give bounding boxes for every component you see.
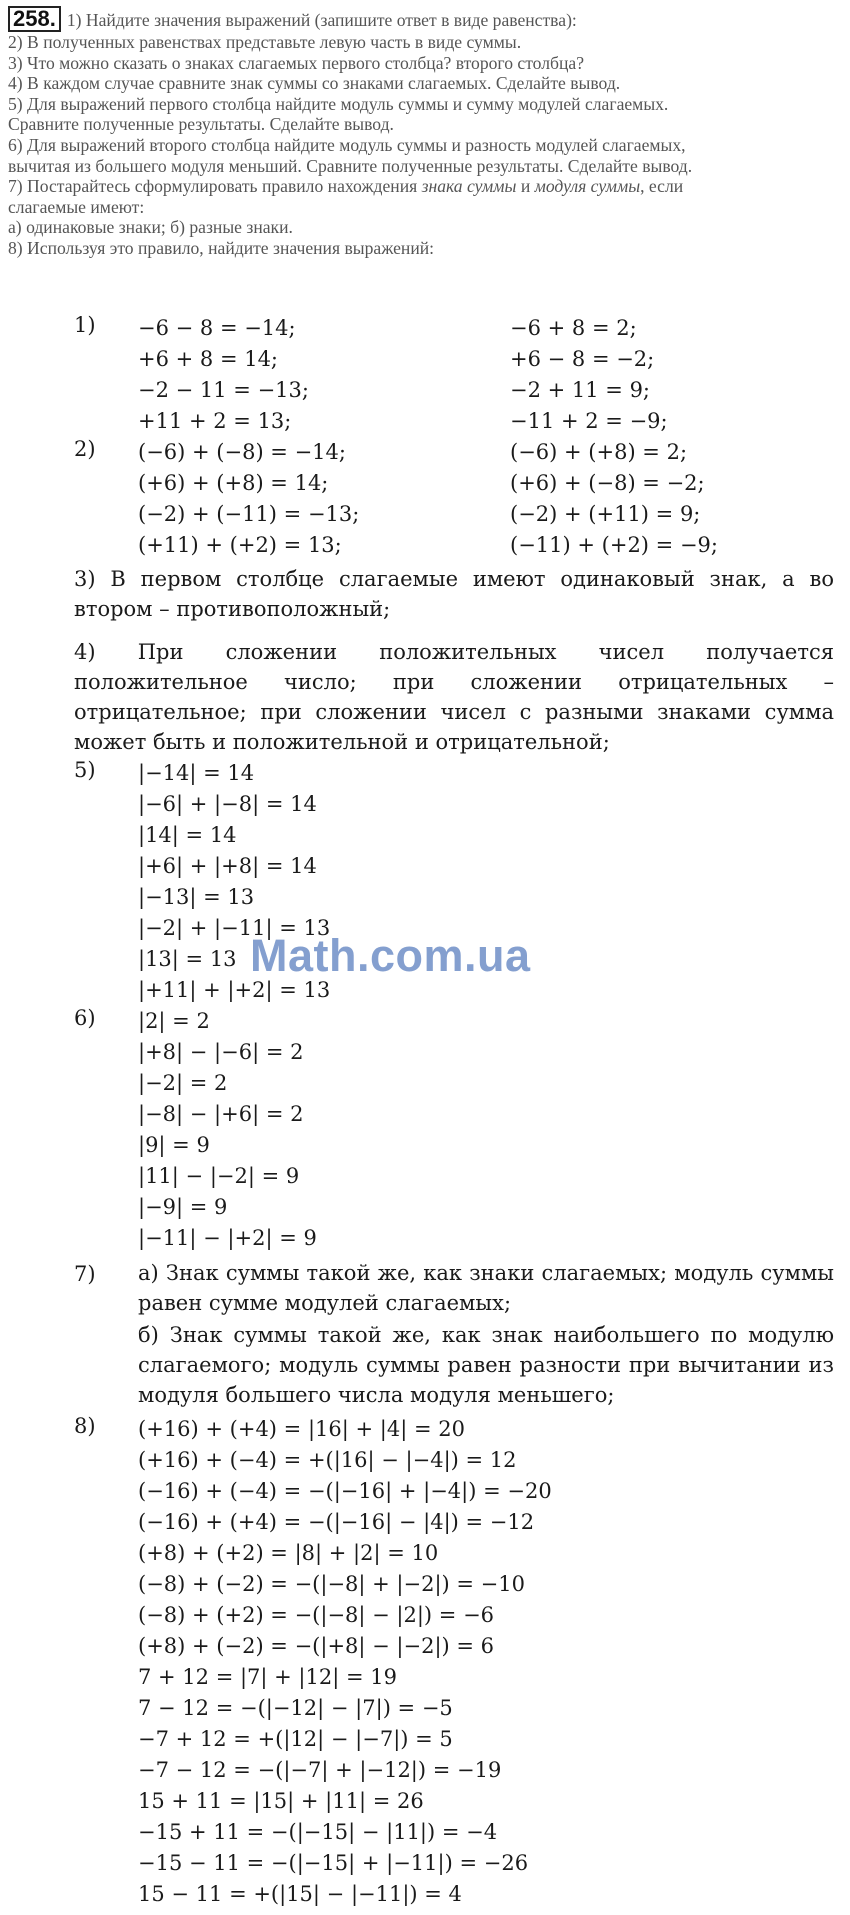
equation: (−2) + (+11) = 9; [510,502,701,526]
equation: |−14| = 14 [138,761,255,785]
task-italic: знака суммы [421,176,517,197]
equation: (+11) + (+2) = 13; [138,533,342,557]
equation: (−16) + (−4) = −(|−16| + |−4|) = −20 [138,1479,552,1503]
section-4-text: 4) При сложении положительных чисел получается положительное число; при сложении отрицательных – отрицательное; при сложении чисел с разными знаками сумма может быть и положительной и отрицательной; [74,640,834,754]
task-statement [8,6,838,259]
equation: −7 − 12 = −(|−7| + |−12|) = −19 [138,1758,502,1782]
equation: (−6) + (−8) = −14; [138,440,346,464]
section-1-left-column [138,313,309,437]
equation: −15 + 11 = −(|−15| − |11|) = −4 [138,1820,498,1844]
equation: (−11) + (+2) = −9; [510,533,718,557]
task-line: слагаемые имеют: [8,196,145,217]
watermark: Math.com.ua [250,930,531,981]
equation: (−8) + (−2) = −(|−8| + |−2|) = −10 [138,1572,525,1596]
equation: |14| = 14 [138,823,237,847]
task-italic: модуля суммы [534,176,641,197]
equation: −6 − 8 = −14; [138,316,296,340]
task-line: 3) Что можно сказать о знаках слагаемых первого столбца? второго столбца? [8,52,585,73]
equation: |+8| − |−6| = 2 [138,1040,304,1064]
equation: (+16) + (+4) = |16| + |4| = 20 [138,1417,465,1441]
section-6-column [138,1006,317,1254]
task-text: 7) Постарайтесь сформулировать правило нахождения [8,176,422,197]
equation: (+8) + (−2) = −(|+8| − |−2|) = 6 [138,1634,495,1658]
equation: (+6) + (−8) = −2; [510,471,705,495]
section-1-right-column [510,313,668,437]
equation: |+6| + |+8| = 14 [138,854,317,878]
equation: +6 − 8 = −2; [510,347,655,371]
section-8-column [138,1414,552,1910]
equation: 7 − 12 = −(|−12| − |7|) = −5 [138,1696,453,1720]
task-line: 6) Для выражений второго столбца найдите модуль суммы и разность модулей слагаемых, [8,134,686,155]
task-line-7 [8,176,838,197]
task-line: 4) В каждом случае сравните знак суммы со знаками слагаемых. Сделайте вывод. [8,73,621,94]
equation: |−6| + |−8| = 14 [138,792,317,816]
task-line: 8) Используя это правило, найдите значения выражений: [8,237,435,258]
equation: (+8) + (+2) = |8| + |2| = 10 [138,1541,439,1565]
section-7-label: 7) [74,1262,96,1286]
equation: |9| = 9 [138,1133,210,1157]
equation: 15 − 11 = +(|15| − |−11|) = 4 [138,1882,462,1906]
equation: |−2| = 2 [138,1071,228,1095]
equation: |−8| − |+6| = 2 [138,1102,304,1126]
equation: −15 − 11 = −(|−15| + |−11|) = −26 [138,1851,529,1875]
section-8-label: 8) [74,1414,96,1438]
equation: |11| − |−2| = 9 [138,1164,300,1188]
section-6-label: 6) [74,1006,96,1030]
equation: (+16) + (−4) = +(|16| − |−4|) = 12 [138,1448,517,1472]
equation: (−2) + (−11) = −13; [138,502,360,526]
section-7-a: а) Знак суммы такой же, как знаки слагаемых; модуль суммы равен сумме модулей слагаемых; [138,1261,834,1315]
equation: |+11| + |+2| = 13 [138,978,331,1002]
equation: (+6) + (+8) = 14; [138,471,329,495]
equation: |−13| = 13 [138,885,255,909]
equation: −7 + 12 = +(|12| − |−7|) = 5 [138,1727,453,1751]
task-number: 258. [8,6,61,32]
task-line: а) одинаковые знаки; б) разные знаки. [8,217,293,238]
equation: |13| = 13 [138,947,237,971]
task-text: и [516,176,535,197]
section-1-label: 1) [74,313,96,337]
equation: +11 + 2 = 13; [138,409,292,433]
equation: 15 + 11 = |15| + |11| = 26 [138,1789,424,1813]
equation: |−2| + |−11| = 13 [138,916,331,940]
section-7-b: б) Знак суммы такой же, как знак наибольшего по модулю слагаемого; модуль суммы равен разности при вычитании из модуля большего числа модуля меньшего; [138,1323,834,1407]
task-text: , если [640,176,684,197]
task-line: 5) Для выражений первого столбца найдите модуль суммы и сумму модулей слагаемых. [8,93,669,114]
equation: |−9| = 9 [138,1195,228,1219]
section-5-label: 5) [74,758,96,782]
task-line: Сравните полученные результаты. Сделайте вывод. [8,114,394,135]
equation: |−11| − |+2| = 9 [138,1226,317,1250]
equation: −6 + 8 = 2; [510,316,637,340]
section-2-left-column [138,437,359,561]
task-line: 1) Найдите значения выражений (запишите ответ в виде равенства): [66,10,577,30]
equation: (−6) + (+8) = 2; [510,440,688,464]
task-line: вычитая из большего модуля меньший. Сравните полученные результаты. Сделайте вывод. [8,155,693,176]
equation: −11 + 2 = −9; [510,409,668,433]
equation: +6 + 8 = 14; [138,347,279,371]
equation: −2 − 11 = −13; [138,378,309,402]
task-line: 2) В полученных равенствах представьте левую часть в виде суммы. [8,32,522,52]
equation: (−16) + (+4) = −(|−16| − |4|) = −12 [138,1510,535,1534]
equation: −2 + 11 = 9; [510,378,651,402]
equation: 7 + 12 = |7| + |12| = 19 [138,1665,397,1689]
equation: (−8) + (+2) = −(|−8| − |2|) = −6 [138,1603,495,1627]
equation: |2| = 2 [138,1009,210,1033]
section-2-label: 2) [74,437,96,461]
section-3-text: 3) В первом столбце слагаемые имеют одинаковый знак, а во втором – противоположный; [74,567,834,621]
section-2-right-column [510,437,718,561]
